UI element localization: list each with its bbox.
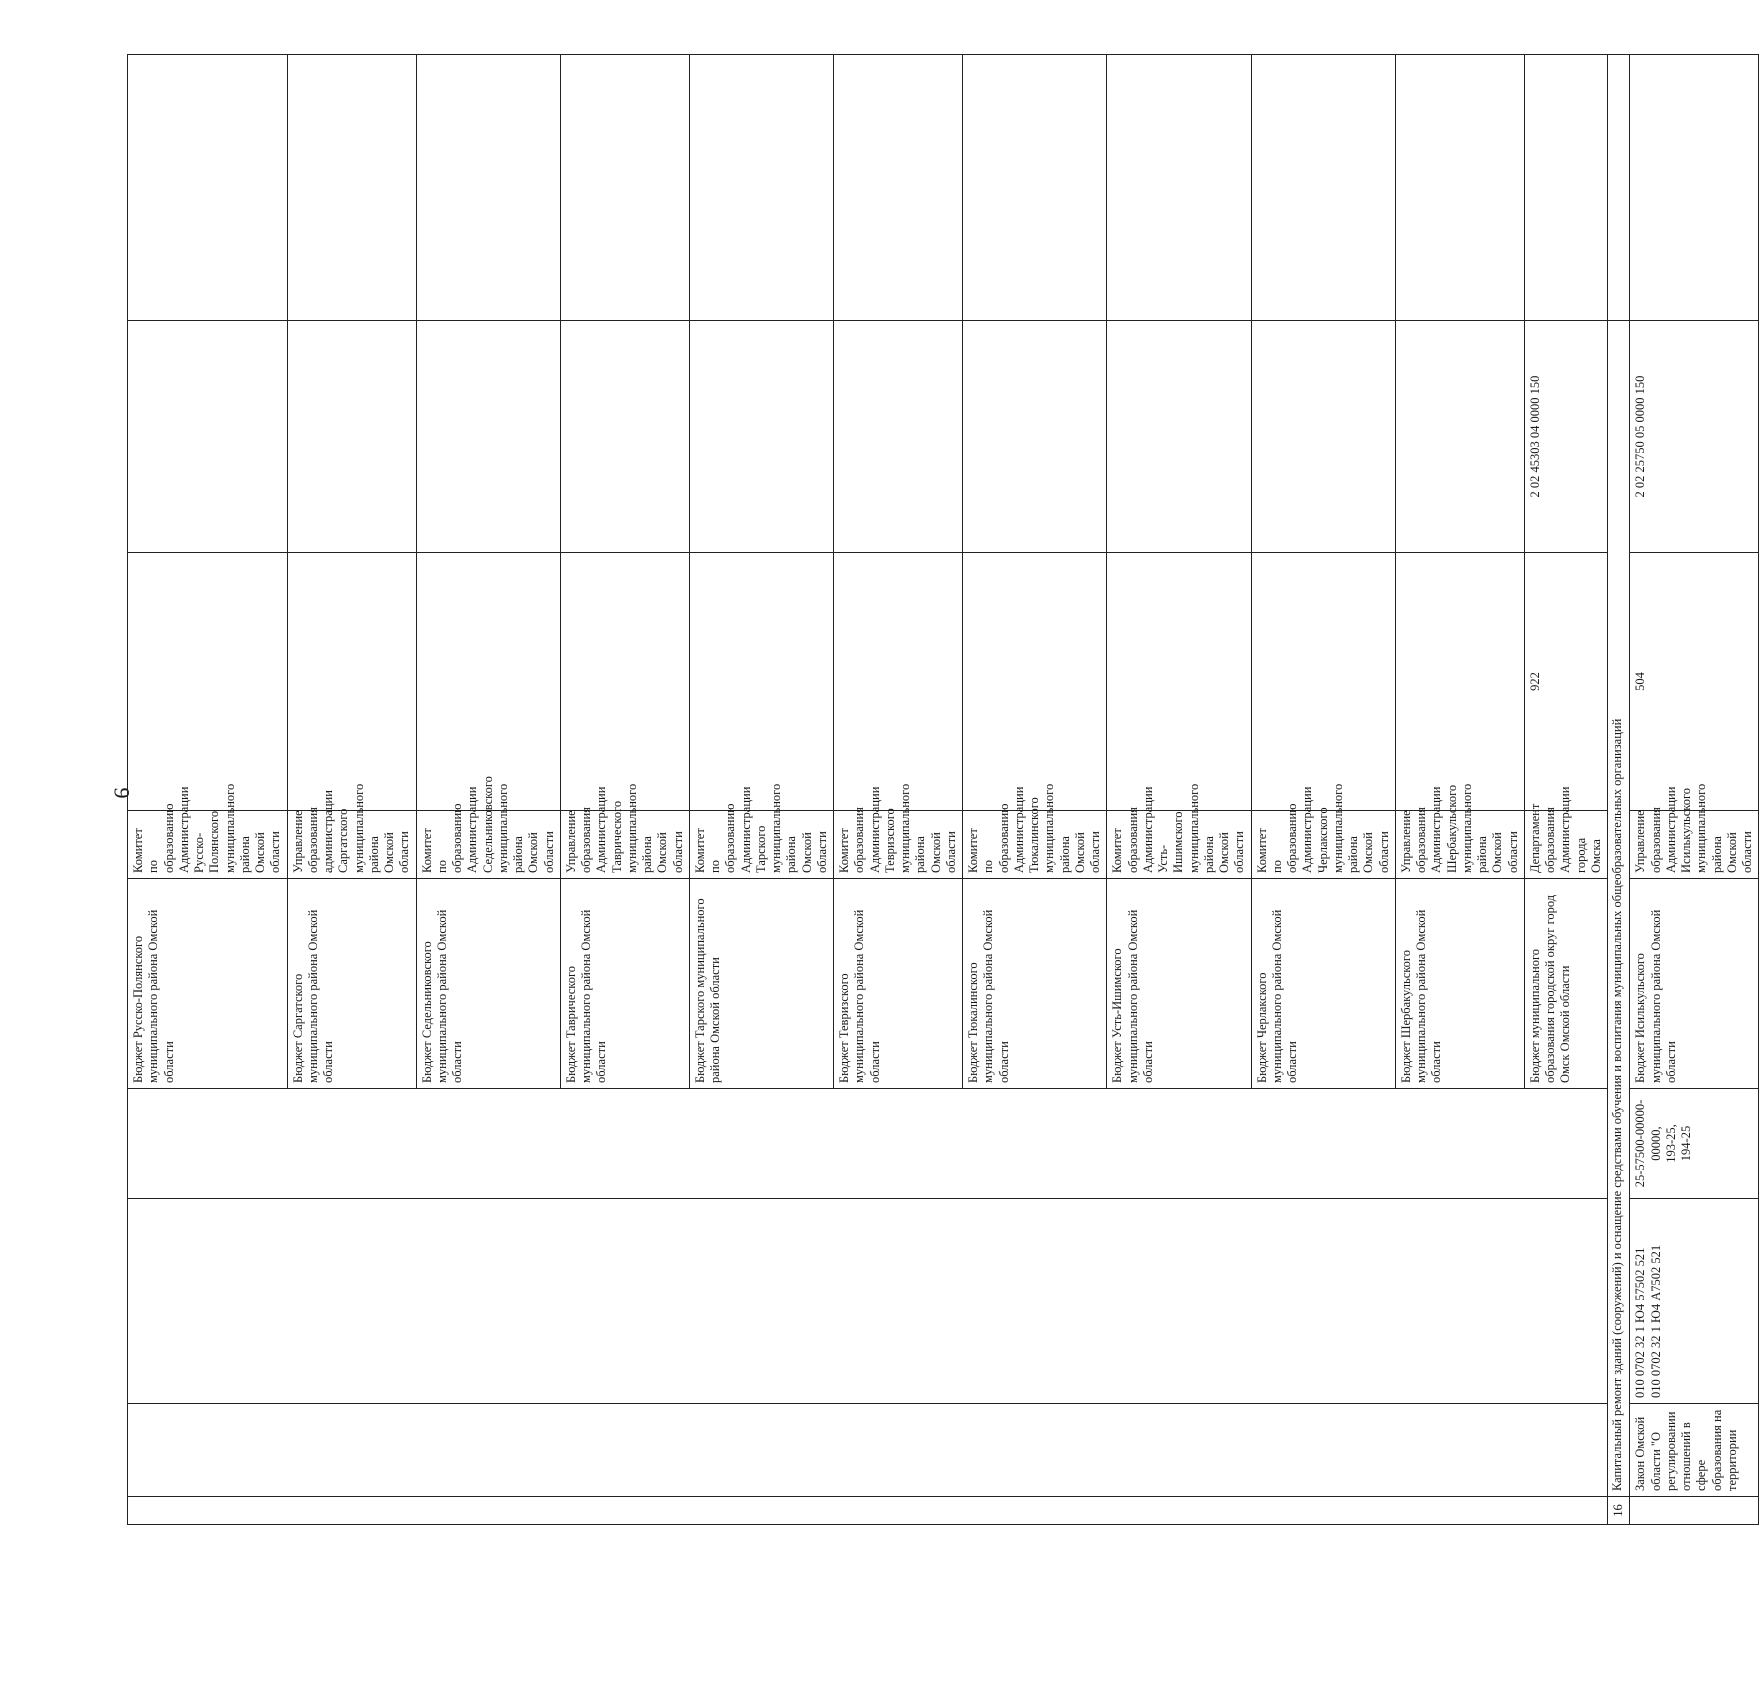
rotated-table-container [127, 55, 1754, 1525]
extra-cell-blank [963, 55, 1107, 321]
kbk-cell-blank [834, 321, 963, 553]
budget-cell: Бюджет Шербакульского муниципального района Омской области [1395, 879, 1524, 1089]
budget-table [127, 54, 1759, 1525]
section-title: Капитальный ремонт зданий (сооружений) и оснащение средствами обучения и воспитания муниципальных общеобразовательных организаций [1608, 321, 1630, 1497]
code-cell-blank [963, 553, 1107, 811]
table-row [128, 55, 288, 1525]
recipient-cell: Комитет образования Администрации Тевризского муниципального района Омской области [834, 811, 963, 879]
recipient-cell: Комитет по образованию Администрации Тюкалинского муниципального района Омской области [963, 811, 1107, 879]
code-cell: 504 [1630, 553, 1759, 811]
kbk-cell-blank [689, 321, 833, 553]
extra-cell-blank [1608, 55, 1630, 321]
code-cell-blank [1107, 553, 1251, 811]
reg-code-cell-blank [128, 1089, 1608, 1199]
recipient-cell: Управление образования администрации Саргатского муниципального района Омской области [287, 811, 416, 879]
recipient-cell: Управление образования Администрации Исилькульского муниципального района Омской области [1630, 811, 1759, 879]
extra-cell-blank [834, 55, 963, 321]
kbk-cell-blank [416, 321, 560, 553]
budget-cell: Бюджет Усть-Ишимского муниципального района Омской области [1107, 879, 1251, 1089]
budget-cell: Бюджет Саргатского муниципального района Омской области [287, 879, 416, 1089]
extra-cell-blank [416, 55, 560, 321]
code-cell: 922 [1524, 553, 1607, 811]
classification-cell-blank [128, 1199, 1608, 1404]
budget-cell: Бюджет Русско-Полянского муниципального района Омской области [128, 879, 288, 1089]
classification-cell: 010 0702 32 1 Ю4 57502 521 010 0702 32 1 Ю4 А7502 521 [1630, 1199, 1759, 1404]
law-cell: Закон Омской области "О регулировании отношений в сфере образования на территории [1630, 1404, 1759, 1497]
code-cell-blank [128, 553, 288, 811]
section-data-row [1630, 55, 1759, 1525]
kbk-cell: 2 02 25750 05 0000 150 [1630, 321, 1759, 553]
kbk-cell-blank [1395, 321, 1524, 553]
code-cell-blank [834, 553, 963, 811]
section-number: 16 [1608, 1497, 1630, 1525]
extra-cell-blank [560, 55, 689, 321]
kbk-cell-blank [560, 321, 689, 553]
recipient-cell: Комитет по образованию Администрации Тарского муниципального района Омской области [689, 811, 833, 879]
extra-cell-blank [1251, 55, 1395, 321]
budget-cell: Бюджет Тевризского муниципального района Омской области [834, 879, 963, 1089]
recipient-cell: Комитет по образованию Администрации Седельниковского муниципального района Омской области [416, 811, 560, 879]
reg-code-cell: 25-57500-00000-00000, 193-25, 194-25 [1630, 1089, 1759, 1199]
recipient-cell: Комитет образования Администрации Усть-Ишимского муниципального района Омской области [1107, 811, 1251, 879]
recipient-cell: Комитет по образованию Администрации Русско-Полянского муниципального района Омской области [128, 811, 288, 879]
recipient-cell: Управление образования Администрации Шербакульского муниципального района Омской области [1395, 811, 1524, 879]
recipient-cell: Управление образования Администрации Таврического муниципального района Омской области [560, 811, 689, 879]
budget-cell: Бюджет Седельниковского муниципального района Омской области [416, 879, 560, 1089]
number-cell-blank [128, 1497, 1608, 1525]
kbk-cell-blank [128, 321, 288, 553]
extra-cell-blank [689, 55, 833, 321]
number-cell-blank [1630, 1497, 1759, 1525]
extra-cell-blank [1630, 55, 1759, 321]
budget-cell: Бюджет муниципального образования городской округ город Омск Омской области [1524, 879, 1607, 1089]
budget-cell: Бюджет Черлакского муниципального района Омской области [1251, 879, 1395, 1089]
extra-cell-blank [287, 55, 416, 321]
kbk-cell: 2 02 45303 04 0000 150 [1524, 321, 1607, 553]
code-cell-blank [560, 553, 689, 811]
budget-cell: Бюджет Исилькульского муниципального района Омской области [1630, 879, 1759, 1089]
code-cell-blank [689, 553, 833, 811]
code-cell-blank [1251, 553, 1395, 811]
kbk-cell-blank [1251, 321, 1395, 553]
section-header-row [1608, 55, 1630, 1525]
budget-cell: Бюджет Тюкалинского муниципального района Омской области [963, 879, 1107, 1089]
extra-cell-blank [128, 55, 288, 321]
code-cell-blank [1395, 553, 1524, 811]
law-cell-blank [128, 1404, 1608, 1497]
code-cell-blank [287, 553, 416, 811]
kbk-cell-blank [963, 321, 1107, 553]
kbk-cell-blank [287, 321, 416, 553]
page-number: 9 [109, 787, 135, 799]
budget-cell: Бюджет Таврического муниципального района Омской области [560, 879, 689, 1089]
code-cell-blank [416, 553, 560, 811]
budget-cell: Бюджет Тарского муниципального района Омской области [689, 879, 833, 1089]
recipient-cell: Департамент образования Администрации города Омска [1524, 811, 1607, 879]
extra-cell-blank [1107, 55, 1251, 321]
recipient-cell: Комитет по образованию Администрации Черлакского муниципального района Омской области [1251, 811, 1395, 879]
kbk-cell-blank [1107, 321, 1251, 553]
extra-cell-blank [1524, 55, 1607, 321]
extra-cell-blank [1395, 55, 1524, 321]
